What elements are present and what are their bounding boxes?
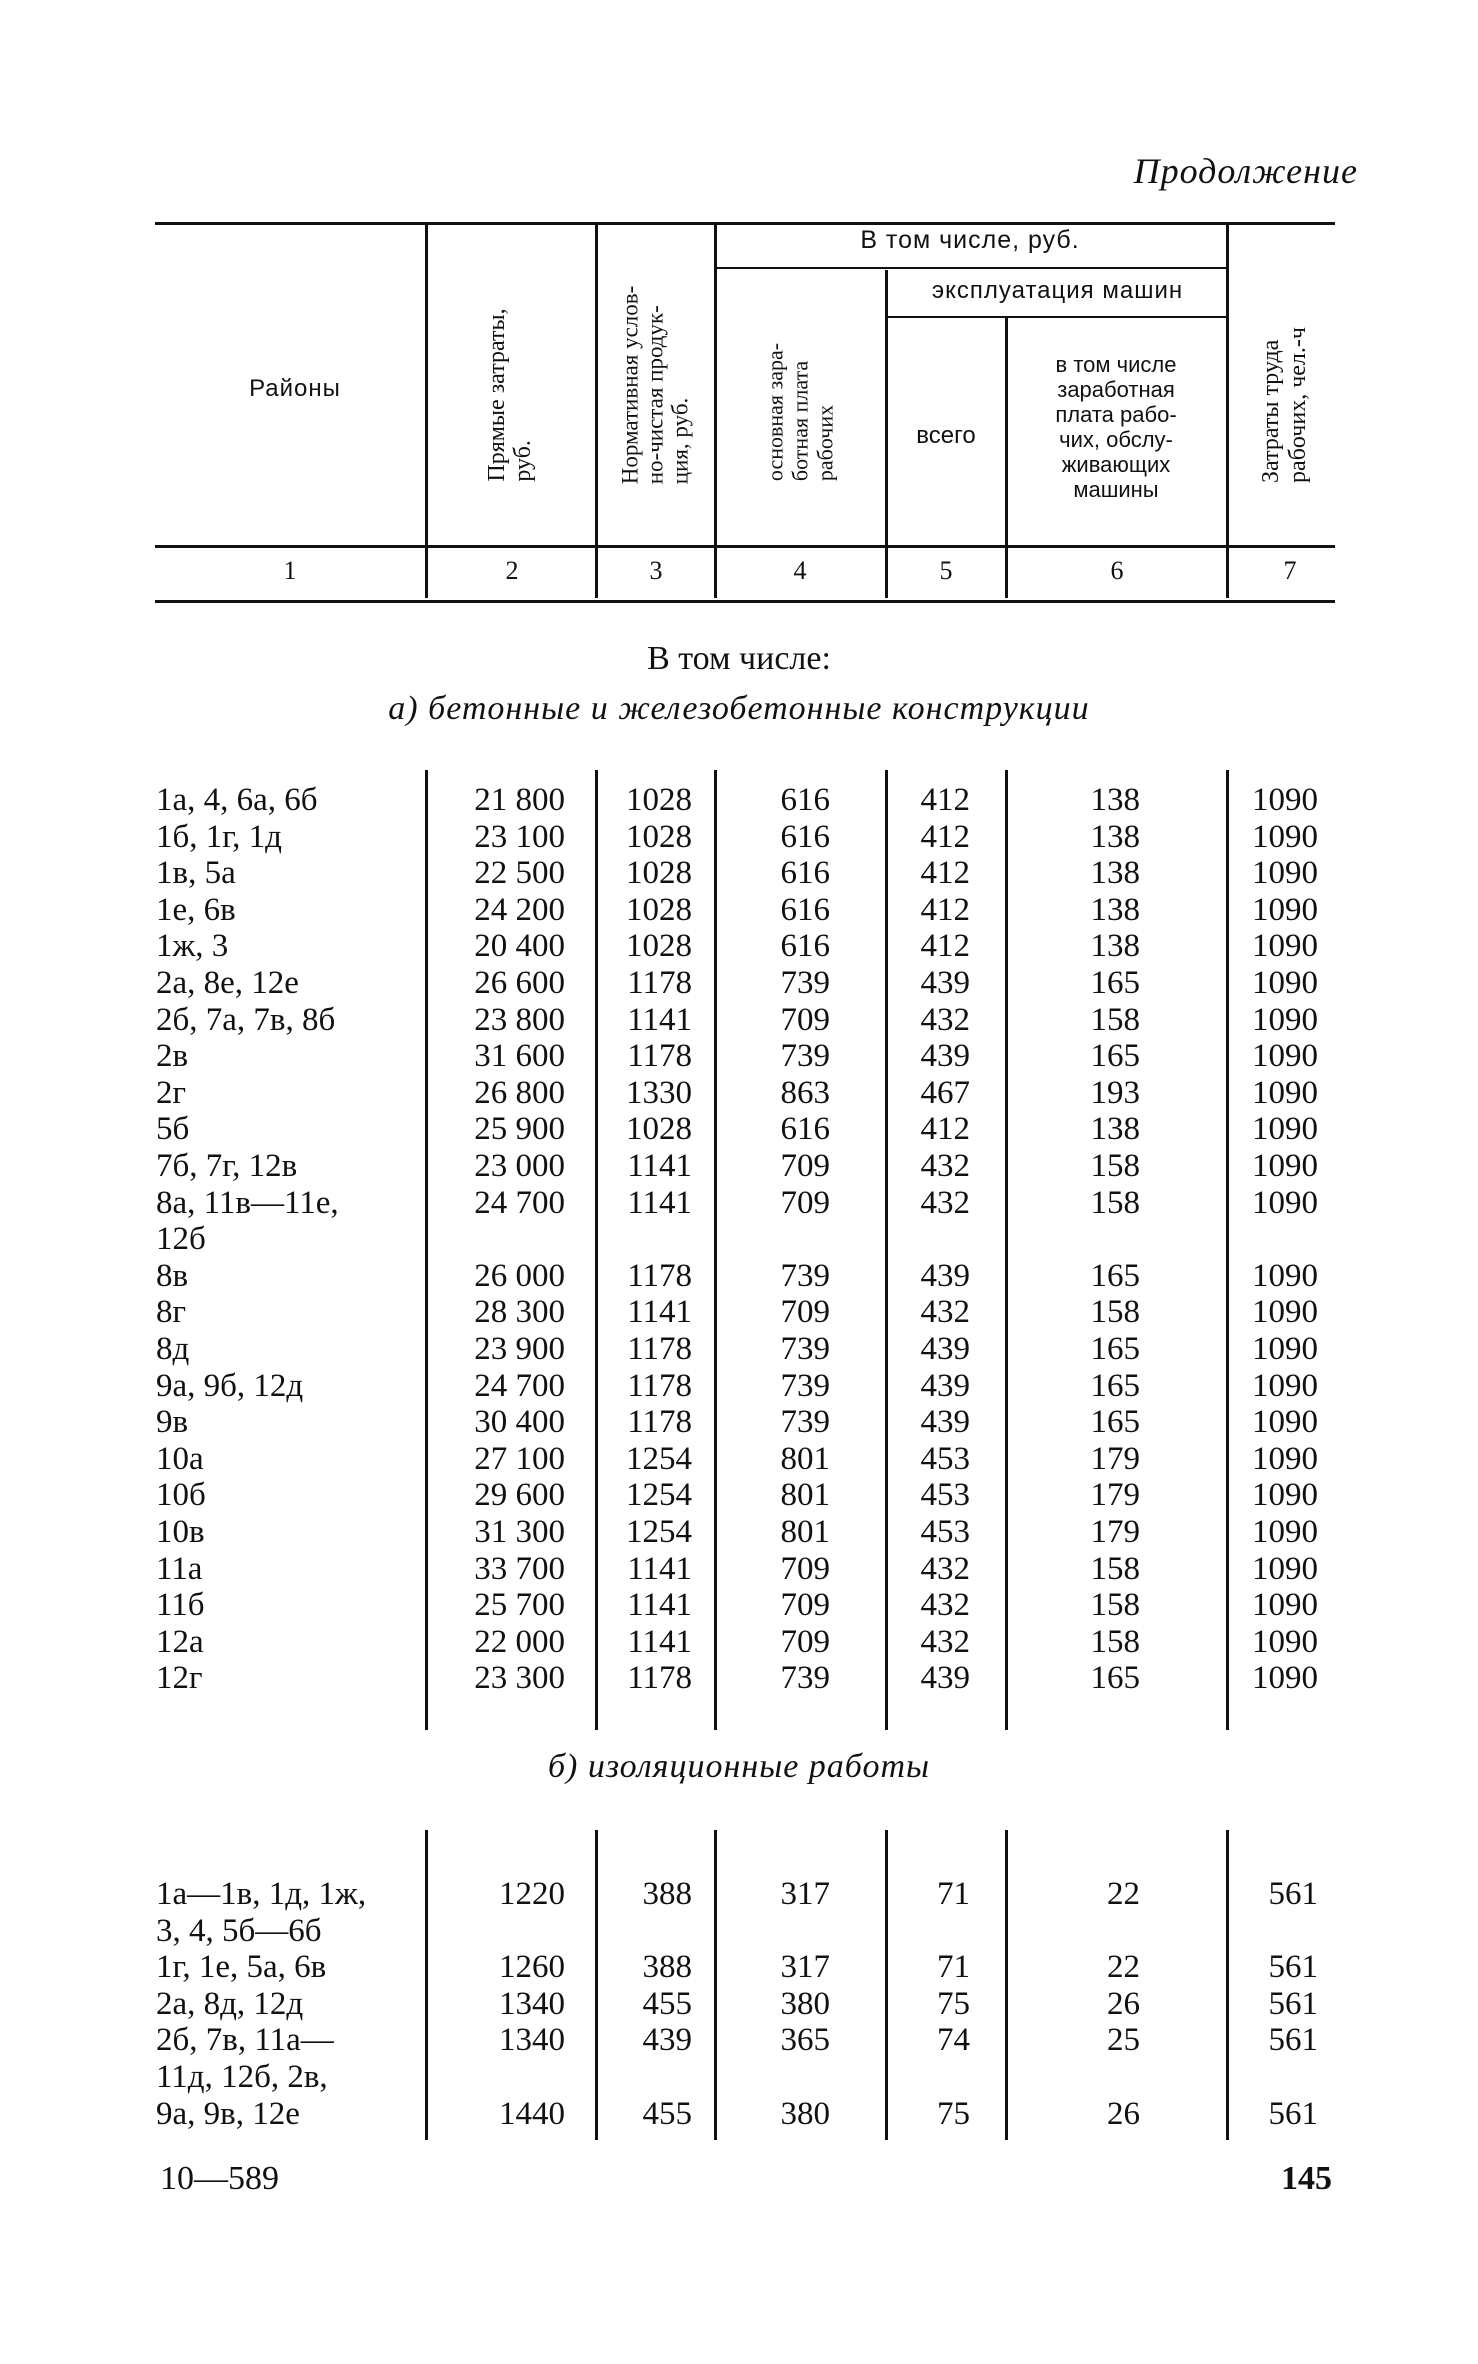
value-cell: 439 (920, 1660, 970, 1697)
numbers-bottom-rule (155, 600, 1335, 603)
value-cell: 165 (1090, 965, 1140, 1001)
value-cell: 561 (1268, 1985, 1318, 2022)
value-cell: 432 (920, 1294, 970, 1331)
district-cell: 10а (156, 1440, 204, 1477)
value-cell: 709 (780, 1184, 830, 1221)
value-cell: 74 (937, 2022, 970, 2059)
district-cell: 8в (156, 1257, 189, 1294)
column-number: 1 (283, 556, 297, 585)
value-cell: 26 (1107, 1985, 1140, 2022)
value-cell: 22 000 (474, 1623, 565, 1660)
value-cell: 1178 (627, 1038, 692, 1075)
value-cell: 739 (780, 1367, 830, 1404)
header-group-title: В том числе, руб. (860, 226, 1080, 254)
section-a-title: а) бетонные и железобетонные конструкции (388, 690, 1090, 727)
value-cell: 432 (920, 1148, 970, 1184)
value-cell: 616 (780, 855, 830, 892)
value-cell: 455 (642, 2095, 692, 2132)
header-base-wages: основная зара- ботная плата рабочих (762, 342, 838, 482)
value-cell: 1090 (1252, 928, 1318, 965)
table-row (0, 928, 1478, 964)
value-cell: 439 (642, 2022, 692, 2059)
table-row (0, 1441, 1478, 1477)
value-cell: 561 (1268, 2095, 1318, 2132)
value-cell: 1028 (626, 855, 692, 892)
district-cell: 1ж, 3 (156, 928, 229, 965)
header-vrule (595, 225, 598, 598)
table-row (0, 819, 1478, 855)
table-row (0, 1477, 1478, 1513)
district-cell: 3, 4, 5б—6б (156, 1912, 322, 1949)
value-cell: 453 (920, 1440, 970, 1477)
table-row (0, 1075, 1478, 1111)
value-cell: 1178 (627, 1331, 692, 1367)
value-cell: 158 (1090, 1550, 1140, 1587)
value-cell: 179 (1090, 1514, 1140, 1550)
column-number: 5 (939, 556, 953, 585)
district-cell: 7б, 7г, 12в (156, 1148, 298, 1184)
table-row (0, 1660, 1478, 1696)
value-cell: 1260 (499, 1949, 565, 1986)
value-cell: 432 (920, 1550, 970, 1587)
machines-rule (888, 316, 1229, 318)
table-row (0, 1111, 1478, 1147)
district-cell: 11б (156, 1587, 205, 1624)
value-cell: 739 (780, 1660, 830, 1697)
value-cell: 138 (1090, 818, 1140, 855)
value-cell: 1028 (626, 818, 692, 855)
value-cell: 71 (937, 1876, 970, 1912)
value-cell: 1090 (1252, 1148, 1318, 1184)
header-vrule (425, 225, 428, 598)
value-cell: 28 300 (474, 1294, 565, 1331)
header-vrule (714, 225, 717, 598)
value-cell: 33 700 (474, 1550, 565, 1587)
value-cell: 22 500 (474, 855, 565, 892)
value-cell: 23 800 (474, 1001, 565, 1038)
value-cell: 453 (920, 1477, 970, 1514)
value-cell: 179 (1090, 1477, 1140, 1514)
value-cell: 165 (1090, 1038, 1140, 1075)
value-cell: 1028 (626, 782, 692, 818)
value-cell: 439 (920, 1331, 970, 1367)
value-cell: 26 600 (474, 965, 565, 1001)
value-cell: 138 (1090, 1111, 1140, 1148)
table-row (0, 1949, 1478, 1985)
district-cell: 8д (156, 1331, 190, 1367)
value-cell: 1178 (627, 1660, 692, 1697)
value-cell: 1141 (627, 1550, 692, 1587)
district-cell: 1б, 1г, 1д (156, 818, 282, 855)
value-cell: 317 (780, 1949, 830, 1986)
value-cell: 467 (920, 1074, 970, 1111)
value-cell: 1090 (1252, 1550, 1318, 1587)
district-cell: 9а, 9б, 12д (156, 1367, 304, 1404)
district-cell: 1а—1в, 1д, 1ж, (156, 1876, 367, 1912)
value-cell: 21 800 (474, 782, 565, 818)
value-cell: 616 (780, 818, 830, 855)
value-cell: 1340 (499, 2022, 565, 2059)
value-cell: 1090 (1252, 1184, 1318, 1221)
header-vrule (885, 270, 888, 598)
header-machine-wages: в том числе заработная плата рабо- чих, обслу- живающих машины (1055, 352, 1177, 502)
value-cell: 1090 (1252, 1038, 1318, 1075)
value-cell: 1028 (626, 928, 692, 965)
value-cell: 165 (1090, 1404, 1140, 1441)
value-cell: 158 (1090, 1587, 1140, 1624)
value-cell: 412 (920, 1111, 970, 1148)
value-cell: 179 (1090, 1440, 1140, 1477)
district-cell: 11д, 12б, 2в, (156, 2059, 328, 2095)
value-cell: 432 (920, 1184, 970, 1221)
value-cell: 561 (1268, 1876, 1318, 1912)
value-cell: 1141 (627, 1587, 692, 1624)
value-cell: 432 (920, 1623, 970, 1660)
value-cell: 412 (920, 855, 970, 892)
table-row (0, 1038, 1478, 1074)
value-cell: 75 (937, 1985, 970, 2022)
table-row (0, 1986, 1478, 2022)
table-row (0, 1002, 1478, 1038)
value-cell: 24 700 (474, 1367, 565, 1404)
value-cell: 165 (1090, 1257, 1140, 1294)
value-cell: 26 000 (474, 1257, 565, 1294)
value-cell: 616 (780, 782, 830, 818)
district-cell: 10в (156, 1514, 205, 1550)
value-cell: 1141 (627, 1294, 692, 1331)
column-number: 6 (1110, 556, 1124, 585)
value-cell: 1090 (1252, 1440, 1318, 1477)
district-cell: 1е, 6в (156, 891, 236, 928)
value-cell: 158 (1090, 1184, 1140, 1221)
value-cell: 317 (780, 1876, 830, 1912)
value-cell: 25 700 (474, 1587, 565, 1624)
value-cell: 1141 (627, 1001, 692, 1038)
page-number: 145 (1281, 2160, 1332, 2197)
district-cell: 8а, 11в—11е, (156, 1184, 339, 1221)
column-number: 7 (1283, 556, 1297, 585)
value-cell: 561 (1268, 1949, 1318, 1986)
table-row (0, 1624, 1478, 1660)
value-cell: 455 (642, 1985, 692, 2022)
value-cell: 1141 (627, 1184, 692, 1221)
value-cell: 1090 (1252, 1111, 1318, 1148)
value-cell: 388 (642, 1949, 692, 1986)
value-cell: 30 400 (474, 1404, 565, 1441)
value-cell: 25 (1107, 2022, 1140, 2059)
column-number: 2 (505, 556, 519, 585)
value-cell: 1090 (1252, 1587, 1318, 1624)
value-cell: 439 (920, 1404, 970, 1441)
district-cell: 1г, 1е, 5а, 6в (156, 1949, 327, 1986)
value-cell: 1090 (1252, 1404, 1318, 1441)
value-cell: 26 (1107, 2095, 1140, 2132)
value-cell: 380 (780, 2095, 830, 2132)
value-cell: 709 (780, 1148, 830, 1184)
header-direct-costs: Прямые затраты, руб. (484, 308, 536, 482)
value-cell: 801 (780, 1440, 830, 1477)
table-row (0, 1148, 1478, 1184)
value-cell: 616 (780, 891, 830, 928)
value-cell: 739 (780, 1404, 830, 1441)
header-top-rule (155, 222, 1335, 225)
value-cell: 412 (920, 891, 970, 928)
value-cell: 25 900 (474, 1111, 565, 1148)
district-cell: 2а, 8д, 12д (156, 1985, 304, 2022)
table-row (0, 855, 1478, 891)
value-cell: 739 (780, 1331, 830, 1367)
table-row (0, 1294, 1478, 1330)
value-cell: 561 (1268, 2022, 1318, 2059)
district-cell: 2в (156, 1038, 189, 1075)
value-cell: 1220 (499, 1876, 565, 1912)
header-vrule (1226, 225, 1229, 598)
value-cell: 1090 (1252, 1623, 1318, 1660)
value-cell: 1330 (626, 1074, 692, 1111)
value-cell: 23 300 (474, 1660, 565, 1697)
table-row (0, 1514, 1478, 1550)
table-row (0, 782, 1478, 818)
value-cell: 1141 (627, 1623, 692, 1660)
value-cell: 165 (1090, 1367, 1140, 1404)
header-machines-title: эксплуатация машин (931, 277, 1184, 304)
value-cell: 1090 (1252, 965, 1318, 1001)
value-cell: 1178 (627, 965, 692, 1001)
district-cell: 2б, 7а, 7в, 8б (156, 1001, 336, 1038)
district-cell: 5б (156, 1111, 190, 1148)
value-cell: 1178 (627, 1404, 692, 1441)
value-cell: 1090 (1252, 1074, 1318, 1111)
value-cell: 1028 (626, 891, 692, 928)
district-cell: 12а (156, 1623, 204, 1660)
value-cell: 439 (920, 1257, 970, 1294)
value-cell: 22 (1107, 1876, 1140, 1912)
table-row (0, 2059, 1478, 2095)
table-row (0, 1368, 1478, 1404)
value-cell: 24 700 (474, 1184, 565, 1221)
district-cell: 2г (156, 1074, 187, 1111)
value-cell: 709 (780, 1294, 830, 1331)
value-cell: 22 (1107, 1949, 1140, 1986)
value-cell: 739 (780, 1257, 830, 1294)
value-cell: 165 (1090, 1331, 1140, 1367)
table-row (0, 1258, 1478, 1294)
header-total: всего (916, 422, 976, 449)
value-cell: 616 (780, 928, 830, 965)
value-cell: 20 400 (474, 928, 565, 965)
value-cell: 158 (1090, 1001, 1140, 1038)
value-cell: 616 (780, 1111, 830, 1148)
value-cell: 1090 (1252, 1294, 1318, 1331)
value-cell: 453 (920, 1514, 970, 1550)
header-bottom-rule (155, 545, 1335, 548)
value-cell: 1090 (1252, 1660, 1318, 1697)
value-cell: 432 (920, 1587, 970, 1624)
continued-label: Продолжение (1133, 151, 1358, 191)
table-row (0, 1587, 1478, 1623)
value-cell: 1178 (627, 1257, 692, 1294)
value-cell: 1440 (499, 2095, 565, 2132)
value-cell: 432 (920, 1001, 970, 1038)
value-cell: 138 (1090, 928, 1140, 965)
group-rule (717, 267, 1229, 269)
value-cell: 1178 (627, 1367, 692, 1404)
value-cell: 1090 (1252, 1331, 1318, 1367)
table-row (0, 892, 1478, 928)
district-cell: 10б (156, 1477, 206, 1514)
value-cell: 439 (920, 1038, 970, 1075)
district-cell: 12г (156, 1660, 203, 1697)
value-cell: 709 (780, 1550, 830, 1587)
value-cell: 1090 (1252, 782, 1318, 818)
value-cell: 1254 (626, 1514, 692, 1550)
table-row (0, 2096, 1478, 2132)
value-cell: 23 100 (474, 818, 565, 855)
value-cell: 412 (920, 782, 970, 818)
table-row (0, 2022, 1478, 2058)
value-cell: 412 (920, 928, 970, 965)
value-cell: 1090 (1252, 1514, 1318, 1550)
district-cell: 11а (156, 1550, 203, 1587)
value-cell: 23 000 (474, 1148, 565, 1184)
value-cell: 23 900 (474, 1331, 565, 1367)
district-cell: 1а, 4, 6а, 6б (156, 782, 318, 818)
district-cell: 9а, 9в, 12е (156, 2095, 300, 2132)
table-row (0, 1551, 1478, 1587)
value-cell: 165 (1090, 1660, 1140, 1697)
value-cell: 138 (1090, 782, 1140, 818)
value-cell: 1090 (1252, 1257, 1318, 1294)
value-cell: 709 (780, 1623, 830, 1660)
value-cell: 1340 (499, 1985, 565, 2022)
value-cell: 158 (1090, 1294, 1140, 1331)
value-cell: 739 (780, 965, 830, 1001)
value-cell: 1090 (1252, 1367, 1318, 1404)
footer-signature: 10—589 (160, 2160, 279, 2197)
table-row (0, 1221, 1478, 1257)
value-cell: 365 (780, 2022, 830, 2059)
district-cell: 8г (156, 1294, 187, 1331)
value-cell: 24 200 (474, 891, 565, 928)
value-cell: 1090 (1252, 1477, 1318, 1514)
value-cell: 388 (642, 1876, 692, 1912)
district-cell: 9в (156, 1404, 189, 1441)
value-cell: 1090 (1252, 855, 1318, 892)
value-cell: 31 600 (474, 1038, 565, 1075)
value-cell: 1090 (1252, 891, 1318, 928)
value-cell: 1090 (1252, 818, 1318, 855)
intro-line: В том числе: (647, 640, 831, 677)
header-normative-production: Нормативная услов- но-чистая продук- ция, руб. (617, 285, 693, 485)
table-row (0, 1404, 1478, 1440)
value-cell: 29 600 (474, 1477, 565, 1514)
value-cell: 193 (1090, 1074, 1140, 1111)
value-cell: 27 100 (474, 1440, 565, 1477)
value-cell: 1254 (626, 1477, 692, 1514)
value-cell: 1141 (627, 1148, 692, 1184)
district-cell: 2а, 8е, 12е (156, 965, 299, 1001)
header-labor-costs: Затраты труда рабочих, чел.-ч (1258, 327, 1311, 483)
value-cell: 1090 (1252, 1001, 1318, 1038)
value-cell: 439 (920, 1367, 970, 1404)
table-row (0, 1913, 1478, 1949)
column-number: 4 (793, 556, 807, 585)
value-cell: 158 (1090, 1623, 1140, 1660)
value-cell: 412 (920, 818, 970, 855)
header-districts: Районы (249, 375, 341, 402)
table-row (0, 965, 1478, 1001)
value-cell: 863 (780, 1074, 830, 1111)
value-cell: 1254 (626, 1440, 692, 1477)
value-cell: 26 800 (474, 1074, 565, 1111)
column-number: 3 (649, 556, 663, 585)
value-cell: 380 (780, 1985, 830, 2022)
value-cell: 801 (780, 1477, 830, 1514)
district-cell: 2б, 7в, 11а— (156, 2022, 334, 2059)
district-cell: 12б (156, 1221, 206, 1258)
value-cell: 138 (1090, 855, 1140, 892)
value-cell: 158 (1090, 1148, 1140, 1184)
value-cell: 71 (937, 1949, 970, 1986)
value-cell: 439 (920, 965, 970, 1001)
value-cell: 1028 (626, 1111, 692, 1148)
table-row (0, 1876, 1478, 1912)
section-b-title: б) изоляционные работы (547, 1748, 931, 1785)
table-row (0, 1331, 1478, 1367)
value-cell: 739 (780, 1038, 830, 1075)
table-row (0, 1185, 1478, 1221)
value-cell: 709 (780, 1587, 830, 1624)
value-cell: 138 (1090, 891, 1140, 928)
value-cell: 31 300 (474, 1514, 565, 1550)
district-cell: 1в, 5а (156, 855, 236, 892)
header-vrule (1005, 318, 1008, 598)
value-cell: 709 (780, 1001, 830, 1038)
value-cell: 801 (780, 1514, 830, 1550)
value-cell: 75 (937, 2095, 970, 2132)
